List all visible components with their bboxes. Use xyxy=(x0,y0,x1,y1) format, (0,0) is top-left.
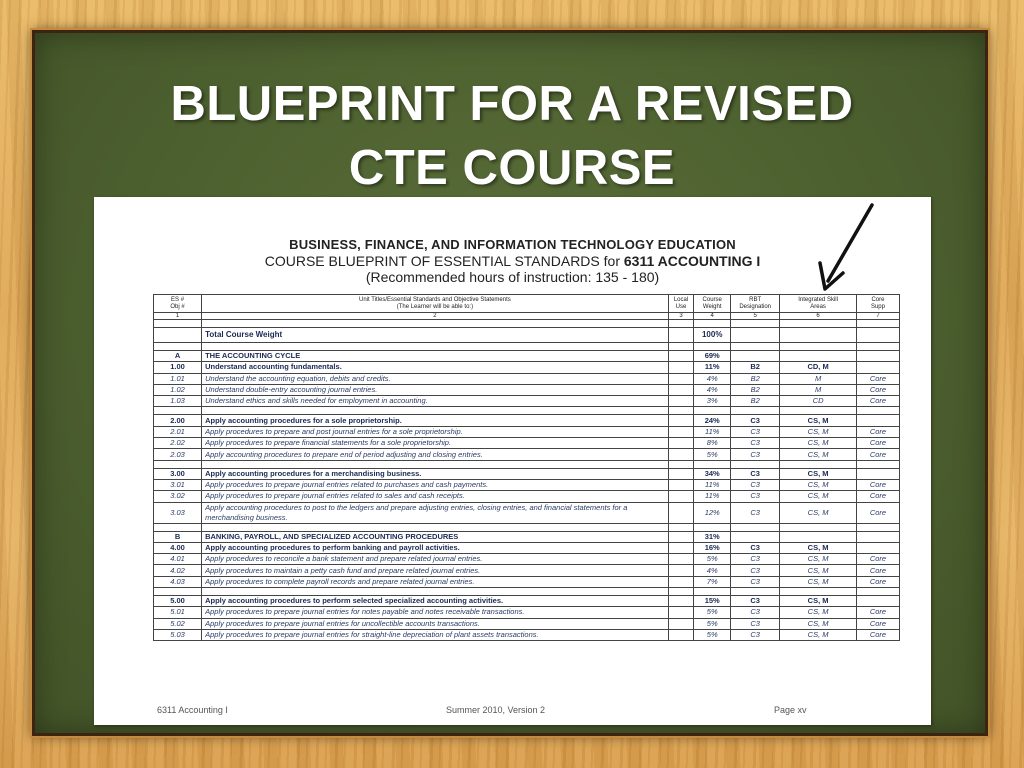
cell-rbt-designation: C3 xyxy=(731,491,780,502)
cell-local-use xyxy=(668,596,694,607)
cell-course-weight: 3% xyxy=(694,396,731,407)
cell-course-weight: 11% xyxy=(694,491,731,502)
cell-course-weight: 5% xyxy=(694,629,731,640)
cell-core-supp: Core xyxy=(856,502,899,523)
table-row xyxy=(154,554,900,565)
column-header-line: Designation xyxy=(739,303,772,310)
cell-skill-areas xyxy=(780,351,857,362)
cell-skill-areas: CD xyxy=(780,396,857,407)
table-row xyxy=(154,320,900,328)
table-row xyxy=(154,415,900,426)
cell-rbt-designation: B2 xyxy=(731,384,780,395)
cell-statement: BANKING, PAYROLL, AND SPECIALIZED ACCOUNTING PROCEDURES xyxy=(202,531,669,542)
cell-core-supp: Core xyxy=(856,618,899,629)
column-header-line: RBT xyxy=(749,296,762,303)
cell-es-obj: 2.01 xyxy=(154,426,202,437)
cell-es-obj: 2.02 xyxy=(154,438,202,449)
cell-skill-areas: CS, M xyxy=(780,596,857,607)
cell-statement: Apply procedures to prepare journal entries related to purchases and cash payments. xyxy=(202,479,669,490)
cell-local-use xyxy=(668,438,694,449)
cell-statement: Apply procedures to prepare and post journal entries for a sole proprietorship. xyxy=(202,426,669,437)
cell-rbt-designation: C3 xyxy=(731,438,780,449)
cell-skill-areas xyxy=(780,460,857,468)
cell-statement: Total Course Weight xyxy=(202,328,669,343)
cell-local-use xyxy=(668,502,694,523)
cell-course-weight xyxy=(694,343,731,351)
table-row xyxy=(154,531,900,542)
cell-local-use xyxy=(668,351,694,362)
cell-statement: Understand ethics and skills needed for employment in accounting. xyxy=(202,396,669,407)
cell-statement: Understand double-entry accounting journal entries. xyxy=(202,384,669,395)
cell-local-use xyxy=(668,607,694,618)
cell-course-weight: 69% xyxy=(694,351,731,362)
cell-es-obj xyxy=(154,328,202,343)
footer-course: 6311 Accounting I xyxy=(157,705,228,715)
cell-es-obj: 3.00 xyxy=(154,468,202,479)
cell-course-weight xyxy=(694,460,731,468)
table-row xyxy=(154,343,900,351)
cell-core-supp: Core xyxy=(856,438,899,449)
cell-rbt-designation xyxy=(731,523,780,531)
table-row xyxy=(154,607,900,618)
cell-rbt-designation: C3 xyxy=(731,607,780,618)
cell-core-supp xyxy=(856,328,899,343)
table-row xyxy=(154,438,900,449)
column-header-skill-areas xyxy=(780,295,857,313)
cell-course-weight: 31% xyxy=(694,531,731,542)
cell-es-obj: 4.01 xyxy=(154,554,202,565)
table-row xyxy=(154,618,900,629)
cell-core-supp: Core xyxy=(856,576,899,587)
cell-statement: Apply procedures to maintain a petty cash fund and prepare related journal entries. xyxy=(202,565,669,576)
cell-statement: Apply procedures to prepare journal entries for uncollectible accounts transactions. xyxy=(202,618,669,629)
cell-local-use xyxy=(668,343,694,351)
column-number: 2 xyxy=(202,313,669,320)
cell-rbt-designation: C3 xyxy=(731,576,780,587)
cell-course-weight xyxy=(694,523,731,531)
cell-skill-areas xyxy=(780,588,857,596)
cell-es-obj xyxy=(154,460,202,468)
cell-statement: Understand accounting fundamentals. xyxy=(202,362,669,373)
cell-es-obj: 3.02 xyxy=(154,491,202,502)
column-header-line: Course xyxy=(702,296,722,303)
column-header-es-obj xyxy=(154,295,202,313)
cell-local-use xyxy=(668,479,694,490)
cell-skill-areas: M xyxy=(780,373,857,384)
cell-course-weight: 16% xyxy=(694,542,731,553)
footer-page: Page xv xyxy=(774,705,807,715)
table-row xyxy=(154,426,900,437)
cell-course-weight: 11% xyxy=(694,426,731,437)
table-column-number-row xyxy=(154,313,900,320)
cell-es-obj: B xyxy=(154,531,202,542)
cell-skill-areas: CS, M xyxy=(780,426,857,437)
column-number: 1 xyxy=(154,313,202,320)
cell-skill-areas: CS, M xyxy=(780,554,857,565)
cell-local-use xyxy=(668,468,694,479)
cell-local-use xyxy=(668,407,694,415)
cell-core-supp xyxy=(856,351,899,362)
cell-rbt-designation: C3 xyxy=(731,565,780,576)
cell-skill-areas: M xyxy=(780,384,857,395)
cell-es-obj: 1.02 xyxy=(154,384,202,395)
cell-skill-areas: CS, M xyxy=(780,449,857,460)
cell-course-weight xyxy=(694,320,731,328)
column-header-line: Supp xyxy=(870,303,885,310)
cell-local-use xyxy=(668,542,694,553)
column-header-core-supp xyxy=(856,295,899,313)
cell-local-use xyxy=(668,449,694,460)
cell-skill-areas: CS, M xyxy=(780,542,857,553)
cell-statement: Apply accounting procedures for a merchandising business. xyxy=(202,468,669,479)
cell-local-use xyxy=(668,396,694,407)
cell-core-supp: Core xyxy=(856,373,899,384)
blueprint-document xyxy=(94,197,931,725)
cell-rbt-designation xyxy=(731,460,780,468)
column-header-line: Core xyxy=(871,296,885,303)
cell-core-supp: Core xyxy=(856,426,899,437)
cell-rbt-designation xyxy=(731,588,780,596)
cell-core-supp xyxy=(856,460,899,468)
cell-core-supp xyxy=(856,415,899,426)
cell-core-supp xyxy=(856,542,899,553)
table-row xyxy=(154,384,900,395)
cell-local-use xyxy=(668,362,694,373)
document-header xyxy=(94,237,931,286)
cell-core-supp: Core xyxy=(856,629,899,640)
footer-version: Summer 2010, Version 2 xyxy=(446,705,546,715)
cell-statement: Apply accounting procedures to prepare end of period adjusting and closing entries. xyxy=(202,449,669,460)
cell-local-use xyxy=(668,320,694,328)
subheading-prefix: COURSE BLUEPRINT OF ESSENTIAL STANDARDS for xyxy=(264,253,624,269)
cell-statement: Apply accounting procedures for a sole proprietorship. xyxy=(202,415,669,426)
cell-statement: Apply procedures to complete payroll records and prepare related journal entries. xyxy=(202,576,669,587)
cell-rbt-designation: C3 xyxy=(731,542,780,553)
cell-es-obj: 1.01 xyxy=(154,373,202,384)
table-row xyxy=(154,588,900,596)
cell-es-obj: 4.02 xyxy=(154,565,202,576)
cell-core-supp: Core xyxy=(856,565,899,576)
cell-local-use xyxy=(668,460,694,468)
cell-rbt-designation xyxy=(731,351,780,362)
table-row xyxy=(154,373,900,384)
cell-course-weight: 8% xyxy=(694,438,731,449)
cell-skill-areas xyxy=(780,531,857,542)
cell-rbt-designation: C3 xyxy=(731,426,780,437)
cell-core-supp xyxy=(856,407,899,415)
column-header-line: (The Learner will be able to:) xyxy=(396,303,474,310)
cell-core-supp xyxy=(856,362,899,373)
column-number: 7 xyxy=(856,313,899,320)
column-header-line: Use xyxy=(675,303,687,310)
table-row xyxy=(154,596,900,607)
cell-statement: Apply accounting procedures to perform banking and payroll activities. xyxy=(202,542,669,553)
course-name: 6311 ACCOUNTING I xyxy=(623,253,761,269)
cell-course-weight: 5% xyxy=(694,449,731,460)
cell-core-supp: Core xyxy=(856,449,899,460)
cell-statement: THE ACCOUNTING CYCLE xyxy=(202,351,669,362)
pointer-arrow-icon xyxy=(810,197,880,297)
cell-rbt-designation: C3 xyxy=(731,479,780,490)
cell-rbt-designation: C3 xyxy=(731,618,780,629)
cell-statement: Apply accounting procedures to post to the ledgers and prepare adjusting entries, closing entries, and financial statements for a merchandising business. xyxy=(202,502,669,523)
cell-core-supp: Core xyxy=(856,479,899,490)
cell-skill-areas xyxy=(780,343,857,351)
cell-statement xyxy=(202,407,669,415)
blueprint-table-body xyxy=(154,295,900,641)
cell-es-obj xyxy=(154,523,202,531)
column-header-line: Unit Titles/Essential Standards and Objective Statements xyxy=(359,296,511,303)
column-header-line: Obj # xyxy=(170,303,185,310)
recommended-hours: (Recommended hours of instruction: 135 - 180) xyxy=(365,269,660,285)
cell-es-obj: 4.00 xyxy=(154,542,202,553)
cell-skill-areas xyxy=(780,320,857,328)
cell-local-use xyxy=(668,618,694,629)
cell-rbt-designation: C3 xyxy=(731,596,780,607)
cell-es-obj: 5.00 xyxy=(154,596,202,607)
cell-es-obj: 2.00 xyxy=(154,415,202,426)
cell-course-weight: 24% xyxy=(694,415,731,426)
cell-rbt-designation xyxy=(731,343,780,351)
cell-statement: Apply accounting procedures to perform selected specialized accounting activities. xyxy=(202,596,669,607)
cell-skill-areas: CS, M xyxy=(780,607,857,618)
cell-local-use xyxy=(668,426,694,437)
cell-es-obj: 5.01 xyxy=(154,607,202,618)
column-header-rbt-designation xyxy=(731,295,780,313)
cell-core-supp: Core xyxy=(856,554,899,565)
table-row xyxy=(154,542,900,553)
cell-es-obj xyxy=(154,588,202,596)
cell-es-obj: 5.02 xyxy=(154,618,202,629)
table-row xyxy=(154,629,900,640)
cell-statement: Apply procedures to prepare financial statements for a sole proprietorship. xyxy=(202,438,669,449)
table-row xyxy=(154,565,900,576)
cell-core-supp: Core xyxy=(856,384,899,395)
column-header-line: ES # xyxy=(171,296,185,303)
cell-course-weight: 5% xyxy=(694,618,731,629)
table-row xyxy=(154,351,900,362)
cell-rbt-designation: C3 xyxy=(731,554,780,565)
cell-local-use xyxy=(668,415,694,426)
column-header-course-weight xyxy=(694,295,731,313)
cell-rbt-designation: C3 xyxy=(731,449,780,460)
cell-skill-areas xyxy=(780,407,857,415)
cell-skill-areas: CS, M xyxy=(780,438,857,449)
cell-local-use xyxy=(668,531,694,542)
cell-rbt-designation: B2 xyxy=(731,362,780,373)
blueprint-table xyxy=(153,294,900,641)
cell-course-weight: 5% xyxy=(694,554,731,565)
cell-course-weight: 4% xyxy=(694,384,731,395)
column-header-line: Weight xyxy=(702,303,722,310)
column-number: 4 xyxy=(694,313,731,320)
cell-skill-areas: CS, M xyxy=(780,468,857,479)
cell-skill-areas: CS, M xyxy=(780,618,857,629)
column-header-line: Areas xyxy=(810,303,826,310)
cell-course-weight: 34% xyxy=(694,468,731,479)
cell-core-supp xyxy=(856,531,899,542)
table-row xyxy=(154,576,900,587)
cell-es-obj xyxy=(154,407,202,415)
table-row xyxy=(154,491,900,502)
cell-course-weight: 11% xyxy=(694,362,731,373)
cell-rbt-designation: C3 xyxy=(731,468,780,479)
cell-local-use xyxy=(668,554,694,565)
cell-local-use xyxy=(668,384,694,395)
cell-skill-areas: CS, M xyxy=(780,576,857,587)
document-subheading xyxy=(94,253,931,269)
cell-es-obj: 4.03 xyxy=(154,576,202,587)
cell-course-weight: 11% xyxy=(694,479,731,490)
cell-local-use xyxy=(668,588,694,596)
cell-es-obj xyxy=(154,320,202,328)
cell-core-supp: Core xyxy=(856,491,899,502)
cell-statement xyxy=(202,343,669,351)
table-row xyxy=(154,328,900,343)
cell-skill-areas xyxy=(780,328,857,343)
cell-core-supp xyxy=(856,468,899,479)
cell-es-obj: 1.03 xyxy=(154,396,202,407)
cell-statement: Apply procedures to prepare journal entries related to sales and cash receipts. xyxy=(202,491,669,502)
document-heading: BUSINESS, FINANCE, AND INFORMATION TECHNOLOGY EDUCATION xyxy=(289,237,736,252)
cell-course-weight: 4% xyxy=(694,565,731,576)
cell-es-obj: A xyxy=(154,351,202,362)
column-header-statement xyxy=(202,295,669,313)
cell-course-weight xyxy=(694,588,731,596)
cell-es-obj: 3.03 xyxy=(154,502,202,523)
table-row xyxy=(154,468,900,479)
table-row xyxy=(154,523,900,531)
cell-core-supp: Core xyxy=(856,607,899,618)
cell-core-supp xyxy=(856,523,899,531)
cell-course-weight: 7% xyxy=(694,576,731,587)
slide-title xyxy=(0,72,1024,200)
cell-statement xyxy=(202,523,669,531)
cell-skill-areas: CS, M xyxy=(780,415,857,426)
column-header-line: Integrated Skill xyxy=(798,296,838,303)
slide-title-line-1: BLUEPRINT FOR A REVISED xyxy=(170,77,854,131)
cell-rbt-designation xyxy=(731,531,780,542)
cell-course-weight: 12% xyxy=(694,502,731,523)
cell-skill-areas xyxy=(780,523,857,531)
cell-core-supp xyxy=(856,588,899,596)
cell-es-obj: 3.01 xyxy=(154,479,202,490)
slide-title-line-2: CTE COURSE xyxy=(348,141,676,195)
column-number: 3 xyxy=(668,313,694,320)
cell-rbt-designation: B2 xyxy=(731,373,780,384)
column-number: 5 xyxy=(731,313,780,320)
cell-local-use xyxy=(668,629,694,640)
cell-statement: Understand the accounting equation, debits and credits. xyxy=(202,373,669,384)
cell-statement: Apply procedures to prepare journal entries for notes payable and notes receivable transactions. xyxy=(202,607,669,618)
cell-es-obj xyxy=(154,343,202,351)
cell-skill-areas: CD, M xyxy=(780,362,857,373)
cell-skill-areas: CS, M xyxy=(780,629,857,640)
cell-core-supp xyxy=(856,343,899,351)
cell-es-obj: 5.03 xyxy=(154,629,202,640)
column-header-local-use xyxy=(668,295,694,313)
cell-course-weight: 15% xyxy=(694,596,731,607)
cell-skill-areas: CS, M xyxy=(780,491,857,502)
cell-skill-areas: CS, M xyxy=(780,479,857,490)
cell-skill-areas: CS, M xyxy=(780,565,857,576)
cell-rbt-designation: B2 xyxy=(731,396,780,407)
cell-es-obj: 2.03 xyxy=(154,449,202,460)
cell-core-supp xyxy=(856,596,899,607)
cell-local-use xyxy=(668,373,694,384)
table-row xyxy=(154,460,900,468)
cell-course-weight: 100% xyxy=(694,328,731,343)
cell-statement xyxy=(202,320,669,328)
table-row xyxy=(154,479,900,490)
cell-statement xyxy=(202,588,669,596)
cell-local-use xyxy=(668,328,694,343)
cell-course-weight: 4% xyxy=(694,373,731,384)
cell-statement xyxy=(202,460,669,468)
cell-course-weight xyxy=(694,407,731,415)
cell-rbt-designation xyxy=(731,328,780,343)
cell-local-use xyxy=(668,576,694,587)
table-row xyxy=(154,502,900,523)
cell-rbt-designation: C3 xyxy=(731,629,780,640)
cell-rbt-designation: C3 xyxy=(731,415,780,426)
cell-statement: Apply procedures to reconcile a bank statement and prepare related journal entries. xyxy=(202,554,669,565)
column-header-line: Local xyxy=(673,296,689,303)
table-row xyxy=(154,407,900,415)
cell-statement: Apply procedures to prepare journal entries for straight-line depreciation of plant assets transactions. xyxy=(202,629,669,640)
cell-rbt-designation: C3 xyxy=(731,502,780,523)
cell-local-use xyxy=(668,491,694,502)
cell-local-use xyxy=(668,565,694,576)
column-number: 6 xyxy=(780,313,857,320)
cell-course-weight: 5% xyxy=(694,607,731,618)
cell-skill-areas: CS, M xyxy=(780,502,857,523)
cell-rbt-designation xyxy=(731,320,780,328)
table-header-row xyxy=(154,295,900,313)
table-row xyxy=(154,449,900,460)
cell-core-supp xyxy=(856,320,899,328)
table-row xyxy=(154,396,900,407)
cell-core-supp: Core xyxy=(856,396,899,407)
cell-local-use xyxy=(668,523,694,531)
cell-es-obj: 1.00 xyxy=(154,362,202,373)
table-row xyxy=(154,362,900,373)
cell-rbt-designation xyxy=(731,407,780,415)
